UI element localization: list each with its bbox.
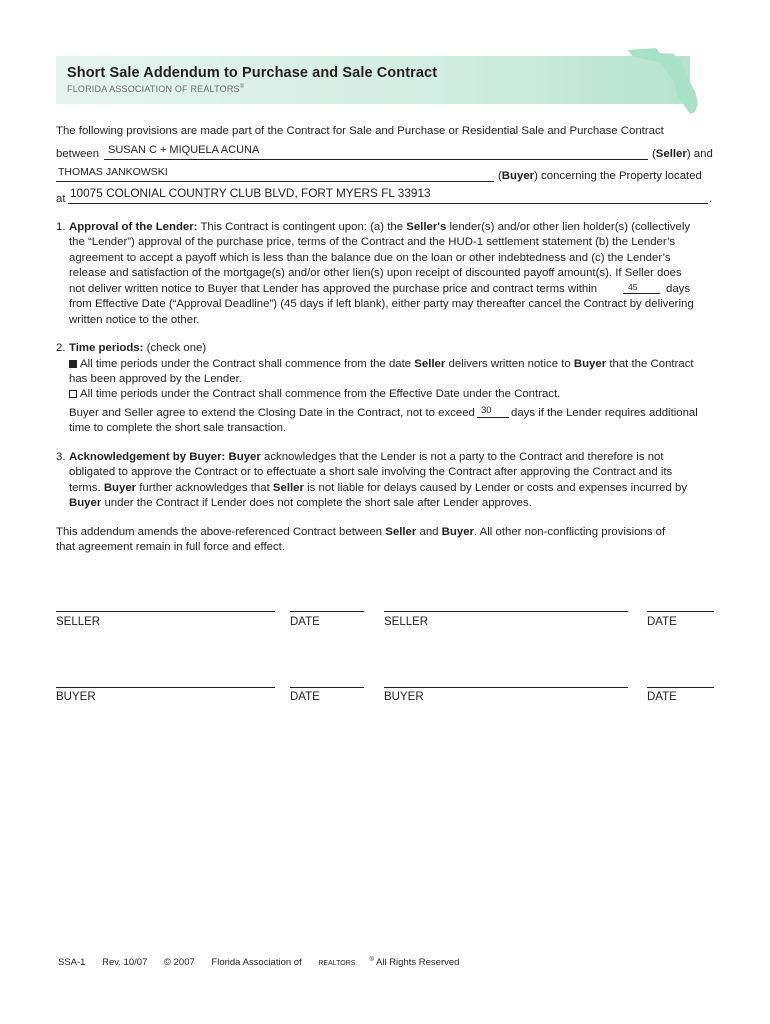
seller-signature-line-2[interactable] [384, 611, 628, 612]
at-label: at [56, 193, 66, 205]
seller-role-label: (Seller) and [652, 148, 713, 160]
buyer-name-line [56, 181, 494, 182]
seller-date-line-1[interactable] [290, 611, 364, 612]
buyer-signature-line-1[interactable] [56, 687, 275, 688]
section2-number: 2. [56, 342, 66, 354]
footer [58, 957, 487, 968]
extend-days-label: days if the Lender requires additional [511, 407, 698, 419]
property-line [68, 203, 708, 204]
extend-days-field[interactable]: 30 [481, 405, 492, 416]
section1-line7: written notice to the other. [69, 314, 200, 326]
section3-line3: terms. Buyer further acknowledges that Seller is not liable for delays caused by Lender or costs and expenses incurred by [69, 482, 688, 494]
buyer-role-label: (Buyer) concerning the Property located [498, 170, 702, 182]
revision: Rev. 10/07 [102, 957, 148, 969]
between-label: between [56, 148, 100, 160]
seller-signature-line-1[interactable] [56, 611, 275, 612]
time-option-1-line2: has been approved by the Lender. [69, 373, 242, 385]
time-option-2-checkbox[interactable] [69, 390, 77, 398]
section3-line2: obligated to approve the Contract or to effectuate a short sale involving the Contract after approving the Contract and its [69, 466, 673, 478]
seller-label-2: SELLER [384, 616, 429, 628]
closing-line2: that agreement remain in full force and effect. [56, 541, 285, 553]
buyer-name-field[interactable]: THOMAS JANKOWSKI [58, 166, 168, 178]
time-option-1: All time periods under the Contract shall commence from the date Seller delivers written notice to Buyer that the Contract [69, 357, 717, 372]
intro-line1: The following provisions are made part of the Contract for Sale and Purchase or Residential Sale and Purchase Contract [56, 125, 664, 137]
section1-line1: Approval of the Lender: This Contract is contingent upon: (a) the Seller's lender(s) and/or other lien holder(s) (collectively [69, 221, 691, 233]
section1-line3: agreement to accept a payoff which is less than the balance due on the loan or other indebtedness and (c) the Lender’s [69, 252, 671, 264]
florida-map-icon [626, 44, 702, 116]
date-label-3: DATE [290, 691, 320, 703]
time-option-2: All time periods under the Contract shall commence from the Effective Date under the Contract. [69, 387, 717, 402]
time-option-1-checkbox[interactable] [69, 360, 77, 368]
property-end-period: . [709, 193, 713, 205]
closing-line1: This addendum amends the above-referenced Contract between Seller and Buyer. All other non-conflicting provisions of [56, 526, 666, 538]
section1-line5: not deliver written notice to Buyer that Lender has approved the purchase price and contract terms within [69, 283, 598, 295]
section3-line1: Acknowledgement by Buyer: Buyer acknowledges that the Lender is not a party to the Contract and therefore is not [69, 451, 664, 463]
section1-number: 1. [56, 221, 66, 233]
seller-label-1: SELLER [56, 616, 101, 628]
page-title: Short Sale Addendum to Purchase and Sale Contract [67, 65, 438, 81]
section1-line2: the “Lender”) approval of the purchase price, terms of the Contract and the HUD-1 settlement statement (b) the Lender’s [69, 236, 676, 248]
buyer-label-1: BUYER [56, 691, 96, 703]
property-address-field[interactable]: 10075 COLONIAL COUNTRY CLUB BLVD, FORT MYERS FL 33913 [70, 186, 431, 200]
section1-line6: from Effective Date (“Approval Deadline”) (45 days if left blank), either party may thereafter cancel the Contract by delivering [69, 298, 694, 310]
organization: Florida Association of REALTORS® All Rights Reserved [211, 957, 460, 969]
seller-date-line-2[interactable] [647, 611, 714, 612]
extend-days-line [477, 417, 509, 418]
section3-number: 3. [56, 451, 66, 463]
section2-heading: Time periods: (check one) [69, 342, 207, 354]
extend-line1: Buyer and Seller agree to extend the Closing Date in the Contract, not to exceed [69, 407, 475, 419]
buyer-date-line-1[interactable] [290, 687, 364, 688]
approval-days-line [623, 293, 660, 294]
buyer-signature-line-2[interactable] [384, 687, 628, 688]
approval-days-field[interactable]: 45 [628, 282, 638, 292]
section1-line4: release and satisfaction of the mortgage(s) and/or other lien(s) upon receipt of discounted payoff amount(s). If Seller does [69, 267, 682, 279]
days-label: days [666, 283, 691, 295]
extend-line2: time to complete the short sale transaction. [69, 422, 287, 434]
date-label-2: DATE [647, 616, 677, 628]
section3-line4: Buyer under the Contract if Lender does not complete the short sale after Lender approves. [69, 497, 532, 509]
buyer-date-line-2[interactable] [647, 687, 714, 688]
date-label-4: DATE [647, 691, 677, 703]
page-subtitle: FLORIDA ASSOCIATION OF REALTORS® [67, 84, 245, 94]
date-label-1: DATE [290, 616, 320, 628]
seller-name-line [104, 159, 648, 160]
seller-name-field[interactable]: SUSAN C + MIQUELA ACUNA [108, 144, 260, 156]
form-id: SSA-1 [58, 957, 86, 969]
buyer-label-2: BUYER [384, 691, 424, 703]
copyright: © 2007 [164, 957, 195, 969]
